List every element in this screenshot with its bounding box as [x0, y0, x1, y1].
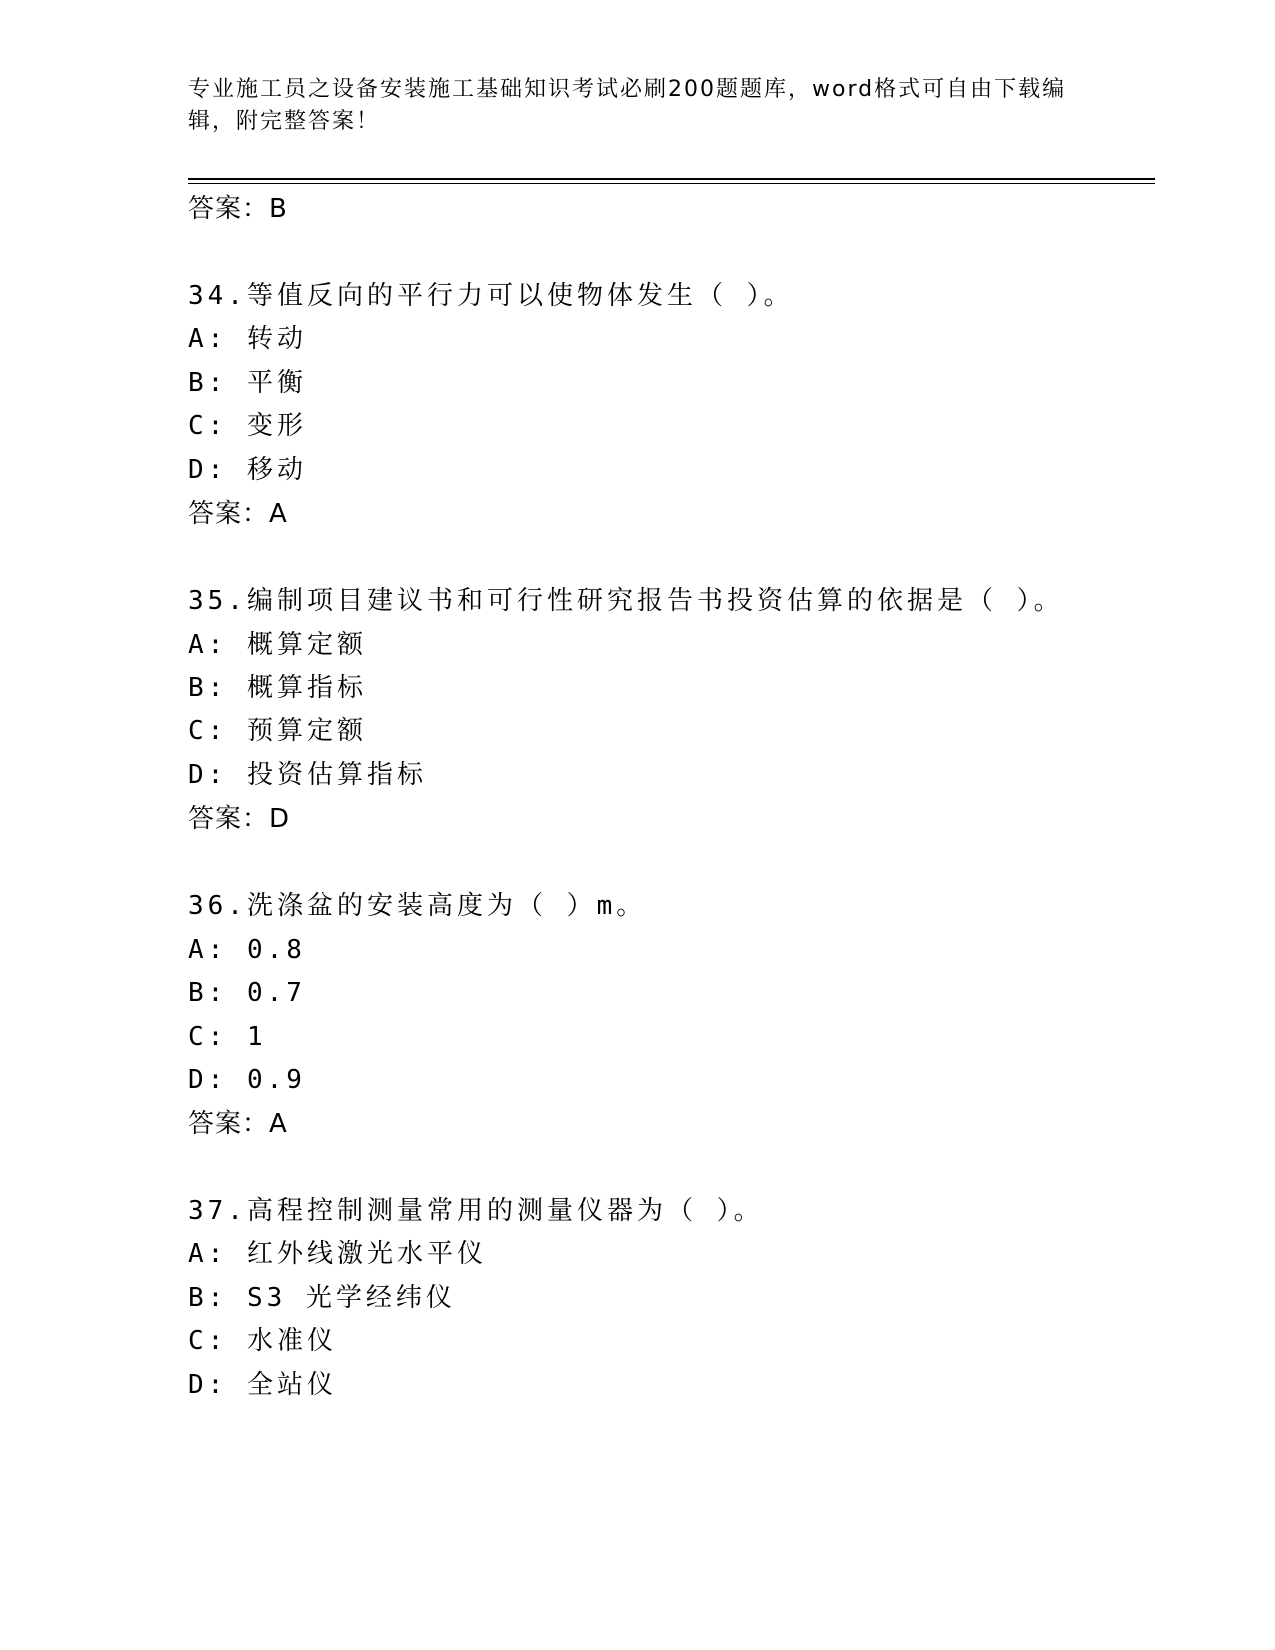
- question-stem: 34.等值反向的平行力可以使物体发生（ ）。: [188, 281, 794, 311]
- header-rule-thick: [188, 178, 1155, 180]
- answer-line: 答案：D: [188, 804, 291, 834]
- option-d: D: 0.9: [188, 1065, 306, 1095]
- option-b: B: S3 光学经纬仪: [188, 1283, 456, 1313]
- answer-line: 答案：B: [188, 194, 288, 224]
- answer-line: 答案：A: [188, 499, 288, 529]
- option-c: C: 水准仪: [188, 1326, 337, 1356]
- document-header: 专业施工员之设备安装施工基础知识考试必刷200题题库，word格式可自由下载编辑，附完整答案！: [188, 77, 1067, 134]
- question-stem: 37.高程控制测量常用的测量仪器为（ ）。: [188, 1196, 764, 1226]
- option-c: C: 变形: [188, 411, 307, 441]
- option-b: B: 平衡: [188, 368, 307, 398]
- answer-line: 答案：A: [188, 1109, 288, 1139]
- question-stem: 36.洗涤盆的安装高度为（ ）m。: [188, 891, 647, 921]
- option-d: D: 移动: [188, 455, 307, 485]
- option-a: A: 0.8: [188, 935, 306, 965]
- option-c: C: 预算定额: [188, 716, 367, 746]
- option-c: C: 1: [188, 1022, 267, 1052]
- header-rule-thin: [188, 183, 1155, 184]
- option-a: A: 红外线激光水平仪: [188, 1239, 487, 1269]
- option-a: A: 转动: [188, 324, 307, 354]
- question-stem: 35.编制项目建议书和可行性研究报告书投资估算的依据是（ ）。: [188, 586, 1064, 616]
- option-d: D: 全站仪: [188, 1370, 337, 1400]
- option-b: B: 概算指标: [188, 673, 367, 703]
- option-b: B: 0.7: [188, 978, 306, 1008]
- option-d: D: 投资估算指标: [188, 760, 427, 790]
- option-a: A: 概算定额: [188, 630, 367, 660]
